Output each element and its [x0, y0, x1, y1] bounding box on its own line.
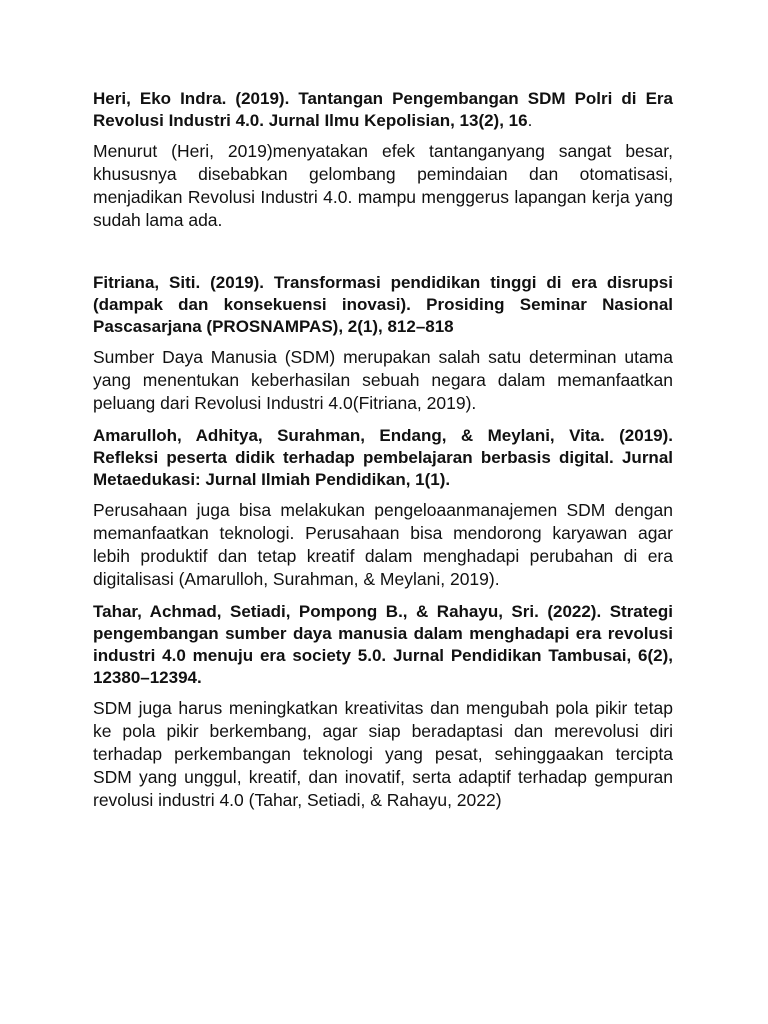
reference-summary: Perusahaan juga bisa melakukan pengeloaanmanajemen SDM dengan memanfaatkan teknologi. Perusahaan bisa mendorong karyawan agar lebih produktif dan tetap kreatif dalam menghadapi perubahan di era digitalisasi (Amarulloh, Surahman, & Meylani, 2019). — [93, 500, 673, 589]
reference-entry — [93, 272, 673, 415]
reference-citation: Tahar, Achmad, Setiadi, Pompong B., & Rahayu, Sri. (2022). Strategi pengembangan sumber daya manusia dalam menghadapi era revolusi industri 4.0 menuju era society 5.0. Jurnal Pendidikan Tambusai, 6(2), 12380–12394. — [93, 602, 673, 687]
reference-citation-tail: . — [527, 111, 533, 130]
reference-summary: SDM juga harus meningkatkan kreativitas dan mengubah pola pikir tetap ke pola pikir berkembang, agar siap beradaptasi dan merevolusi diri terhadap perkembangan teknologi yang pesat, sehinggaakan tercipta SDM yang unggul, kreatif, dan inovatif, serta adaptif terhadap gempuran revolusi industri 4.0 (Tahar, Setiadi, & Rahayu, 2022) — [93, 698, 673, 810]
reference-citation — [93, 88, 673, 132]
reference-citation-text: Heri, Eko Indra. (2019). Tantangan Pengembangan SDM Polri di Era Revolusi Industri 4.0. Jurnal Ilmu Kepolisian, 13(2), 16 — [93, 89, 673, 130]
reference-entry — [93, 425, 673, 591]
reference-entry — [93, 88, 673, 232]
document-page — [93, 88, 673, 812]
reference-summary: Menurut (Heri, 2019)menyatakan efek tantanganyang sangat besar, khususnya disebabkan gelombang pemindaian dan otomatisasi, menjadikan Revolusi Industri 4.0. mampu menggerus lapangan kerja yang sudah lama ada. — [93, 141, 673, 230]
reference-summary: Sumber Daya Manusia (SDM) merupakan salah satu determinan utama yang menentukan keberhasilan sebuah negara dalam memanfaatkan peluang dari Revolusi Industri 4.0(Fitriana, 2019). — [93, 347, 673, 413]
reference-citation: Amarulloh, Adhitya, Surahman, Endang, & Meylani, Vita. (2019). Refleksi peserta didik terhadap pembelajaran berbasis digital. Jurnal Metaedukasi: Jurnal Ilmiah Pendidikan, 1(1). — [93, 426, 673, 489]
reference-entry — [93, 601, 673, 812]
reference-citation: Fitriana, Siti. (2019). Transformasi pendidikan tinggi di era disrupsi (dampak dan konsekuensi inovasi). Prosiding Seminar Nasional Pascasarjana (PROSNAMPAS), 2(1), 812–818 — [93, 273, 673, 336]
